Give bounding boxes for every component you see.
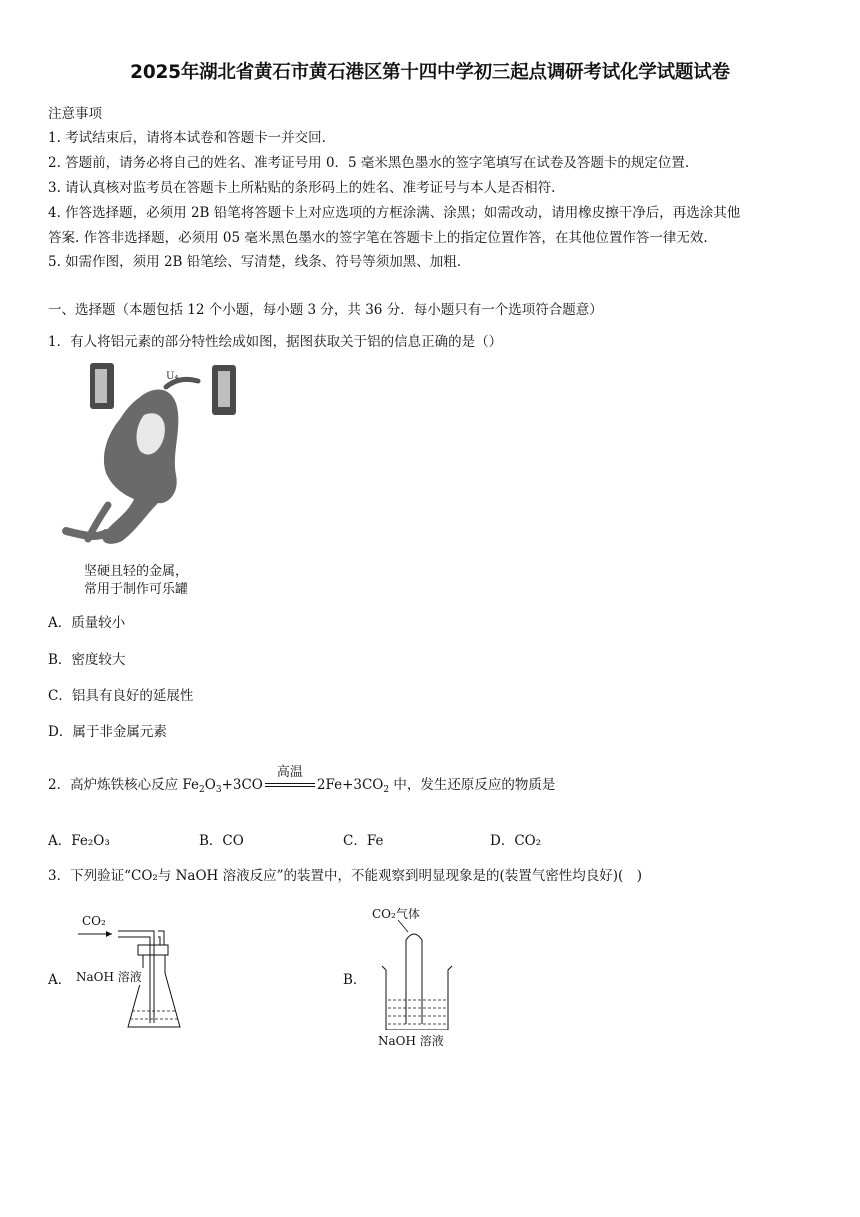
reaction-condition: 高温 <box>276 764 303 780</box>
note-item-3: 3. 请认真核对监考员在答题卡上所粘贴的条形码上的姓名、准考证号与本人是否相符. <box>48 180 556 196</box>
apparatus-b <box>366 900 476 1030</box>
beaker <box>382 966 452 1030</box>
note-item-2: 2. 答题前，请务必将自己的姓名、准考证号用 0．5 毫米黑色墨水的签字笔填写在试卷及答题卡的规定位置. <box>48 155 690 171</box>
note-item-4-cont: 答案. 作答非选择题，必须用 05 毫米黑色墨水的签字笔在答题卡上的指定位置作答，在其他位置作答一律无效. <box>48 230 708 246</box>
q3-option-b[interactable]: B． <box>343 972 367 988</box>
q2-option-d[interactable]: D．CO₂ <box>490 833 542 849</box>
question-1-stem: 1．有人将铝元素的部分特性绘成如图，据图获取关于铝的信息正确的是（） <box>48 334 503 350</box>
q2-reactant-co: +3CO <box>221 777 263 793</box>
q1-option-d[interactable]: D．属于非金属元素 <box>48 724 167 740</box>
co2-inlet-label: CO₂ <box>82 914 106 928</box>
q2-option-b[interactable]: B．CO <box>199 833 244 849</box>
q1-option-b[interactable]: B．密度较大 <box>48 652 126 668</box>
notes-heading: 注意事项 <box>48 106 102 122</box>
q2-option-a[interactable]: A．Fe₂O₃ <box>48 833 110 849</box>
note-item-5: 5. 如需作图，须用 2B 铅笔绘、写清楚，线条、符号等须加黑、加粗. <box>48 254 462 270</box>
co2-gas-label: CO₂气体 <box>372 907 420 921</box>
person-figure <box>102 390 178 544</box>
reaction-arrow <box>265 764 315 793</box>
figure-mark: U₄ <box>166 371 179 382</box>
arrow-right-icon <box>106 931 112 937</box>
q2-prefix: 2．高炉炼铁核心反应 <box>48 777 183 793</box>
note-item-4: 4. 作答选择题，必须用 2B 铅笔将答题卡上对应选项的方框涂满、涂黑；如需改动，请用橡皮擦干净后，再选涂其他 <box>48 205 741 221</box>
section-heading: 一、选择题（本题包括 12 个小题，每小题 3 分，共 36 分．每小题只有一个选项符合题意） <box>48 302 603 318</box>
question-3-stem: 3．下列验证“CO₂与 NaOH 溶液反应”的装置中，不能观察到明显现象是的(装置气密性均良好)( ) <box>48 868 643 884</box>
aluminum-figure <box>48 355 248 555</box>
question-2-stem: 2．高炉炼铁核心反应 $Fe_2O_3+3CO$ 高温 $2Fe+3CO_2$ 中，发生还原反应的物质是 <box>48 773 555 795</box>
naoh-label-b: NaOH 溶液 <box>378 1034 444 1048</box>
q2-product: 2Fe+3CO <box>316 777 384 793</box>
q1-option-c[interactable]: C．铝具有良好的延展性 <box>48 688 194 704</box>
inverted-test-tube <box>406 934 422 1024</box>
q2-option-c[interactable]: C．Fe <box>343 833 384 849</box>
q2-suffix: 中，发生还原反应的物质是 <box>389 777 556 793</box>
q2-fe2o3: $Fe_2O_3$ <box>182 777 222 795</box>
q3-option-a[interactable]: A． <box>48 972 72 988</box>
figure-caption-1: 坚硬且轻的金属， <box>84 564 189 579</box>
figure-caption-2: 常用于制作可乐罐 <box>84 582 189 597</box>
q1-option-a[interactable]: A．质量较小 <box>48 615 126 631</box>
note-item-1: 1. 考试结束后，请将本试卷和答题卡一并交回. <box>48 130 326 146</box>
page-title: 2025年湖北省黄石市黄石港区第十四中学初三起点调研考试化学试题试卷 <box>130 62 730 83</box>
naoh-label-a: NaOH 溶液 <box>76 970 142 984</box>
